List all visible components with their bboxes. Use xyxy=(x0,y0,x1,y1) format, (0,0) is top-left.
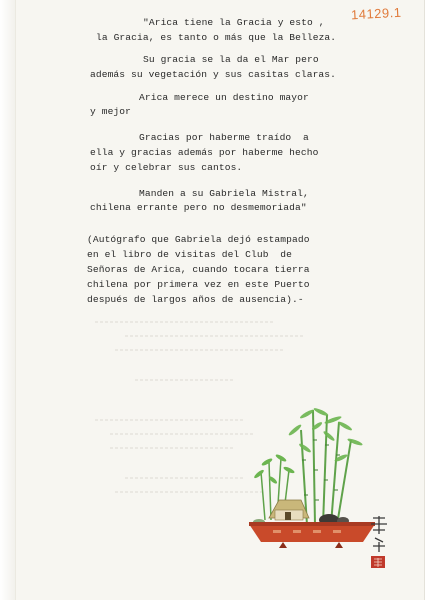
artist-signature-icon xyxy=(365,512,395,572)
paragraph-1-line-1: "Arica tiene la Gracia y esto , xyxy=(143,17,325,28)
note-line-2: en el libro de visitas del Club de xyxy=(87,249,293,260)
note-line-4: chilena por primera vez en este Puerto xyxy=(87,279,310,290)
paragraph-2-line-1: Su gracia se la da el Mar pero xyxy=(143,54,319,65)
archive-number: 14129.1 xyxy=(350,4,402,23)
paragraph-2-line-2: además su vegetación y sus casitas claras. xyxy=(90,69,337,80)
paragraph-5-line-2: chilena errante pero no desmemoriada" xyxy=(90,202,307,213)
paragraph-1-line-2: la Gracia, es tanto o más que la Belleza. xyxy=(96,32,337,43)
paragraph-4-line-3: oír y celebrar sus cantos. xyxy=(90,162,243,173)
paragraph-4-line-1: Gracias por haberme traído a xyxy=(139,132,309,143)
paragraph-4-line-2: ella y gracias además por haberme hecho xyxy=(90,147,319,158)
paragraph-5-line-1: Manden a su Gabriela Mistral, xyxy=(139,188,309,199)
note-line-1: (Autógrafo que Gabriela dejó estampado xyxy=(87,234,310,245)
page-fold-shadow xyxy=(0,0,15,600)
paragraph-3-line-2: y mejor xyxy=(90,106,132,117)
paragraph-3-line-1: Arica merece un destino mayor xyxy=(139,92,309,103)
document-page xyxy=(15,0,425,600)
note-line-3: Señoras de Arica, cuando tocara tierra xyxy=(87,264,310,275)
note-line-5: después de largos años de ausencia).- xyxy=(87,294,304,305)
